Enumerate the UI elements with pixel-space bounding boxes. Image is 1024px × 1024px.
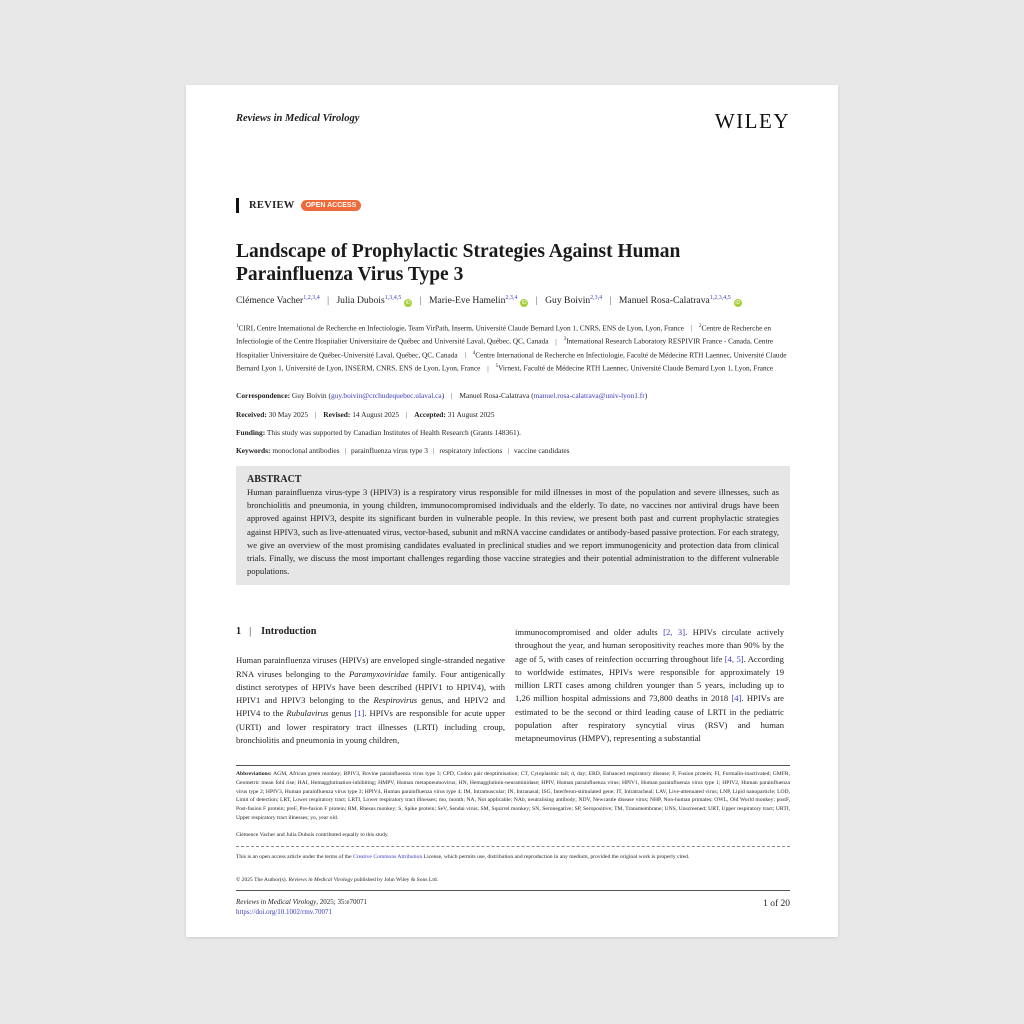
author-separator: | — [327, 295, 330, 307]
document-page — [186, 85, 838, 937]
footer-divider — [236, 890, 790, 891]
article-dates: Received: 30 May 2025 | Revised: 14 August 2025 | Accepted: 31 August 2025 — [236, 410, 495, 419]
keyword: vaccine candidates — [513, 446, 570, 455]
orcid-icon[interactable]: iD — [735, 300, 741, 307]
body-paragraph: immunocompromised and older adults [2, 3]. HPIVs circulate actively throughout the year, and human seropositivity reaches more than 90% by the age of 5, with cases of reinfection occurring throughout life [4, 5]. According to worldwide estimates, HPIVs were responsible for approximately 19 million LRTI cases among children younger than 5 years, including up to 1,26 million hospital admissions and 73,800 deaths in 2018 [4]. HPIVs are estimated to be the second or third leading cause of LRTI in the pediatric population after respiratory syncytial virus (RSV) and human metapneumovirus (HMPV), representing a substantial — [515, 627, 784, 744]
dotted-divider — [236, 846, 790, 847]
author[interactable]: Marie-Eve Hamelin$^{2,3,4}$iD — [428, 295, 527, 307]
body-paragraph: Human parainfluenza viruses (HPIVs) are enveloped single-stranded negative RNA viruses belonging to the Paramyxoviridae family. Four antigenically distinct serotypes of HPIVs have been described (HPIV1 to HPIV4), with HPIV1 and HPIV3 belonging to the Respirovirus genus, and HPIV2 and HPIV4 to the Rubulavirus genus [1]. HPIVs are responsible for acute upper (URTI) and lower respiratory tract illnesses (LRTI) including croup, bronchiolitis and pneumonia in young children, — [236, 655, 505, 746]
article-type-label: REVIEW — [249, 200, 295, 211]
title-line-2: Parainfluenza Virus Type 3 — [236, 264, 464, 285]
body-column-right — [515, 626, 784, 746]
journal-name: Reviews in Medical Virology — [236, 113, 360, 124]
citation-link[interactable]: [4] — [731, 693, 742, 704]
open-access-badge: OPEN ACCESS — [301, 200, 362, 211]
license-note: This is an open access article under the terms of the Creative Commons Attribution License, which permits use, distribution and reproduction in any medium, provided the original work is properly cited. — [236, 854, 690, 860]
footnote-divider — [236, 765, 790, 766]
abstract — [236, 466, 790, 585]
author-separator: | — [535, 295, 538, 307]
funding: Funding: This study was supported by Canadian Institutes of Health Research (Grants 148361). — [236, 428, 521, 437]
citation-link[interactable]: [1] — [354, 708, 365, 719]
title-line-1: Landscape of Prophylactic Strategies Against Human — [236, 241, 681, 262]
author-separator: | — [419, 295, 422, 307]
affiliations: $^1$CIRI, Centre International de Recherche en Infectiologie, Team VirPath, Inserm, Université Claude Bernard Lyon 1, CNRS, ENS de Lyon, Lyon, France | $^2$Centre de Recherche en Infectiologie of the Centre Hospitalier Universitaire de Québec and Université Laval, Québec, QC, Canada | $^3$International Research Laboratory RESPIVIR France - Canada, Centre Hospitalier Universitaire de Québec-Université Laval, Québec, QC, Canada | $^4$Centre International de Recherche en Infectiologie, Faculté de Médecine RTH Laennec, Université Claude Bernard Lyon 1, Université de Lyon, INSERM, CNRS, ENS de Lyon, Lyon, France | $^5$Virnext, Faculté de Médecine RTH Laennec, Université Claude Bernard Lyon 1, Lyon, France — [236, 323, 787, 373]
article-type-bar — [236, 198, 239, 213]
equal-contribution-note: Clémence Vacher and Julia Dubois contributed equally to this study. — [236, 832, 389, 838]
keyword: monoclonal antibodies — [272, 446, 340, 455]
citation-link[interactable]: [2, 3] — [663, 627, 686, 637]
citation-link[interactable]: [4, 5] — [724, 653, 744, 664]
abstract-heading: ABSTRACT — [247, 474, 302, 485]
keyword: parainfluenza virus type 3 — [350, 446, 428, 455]
copyright-note: © 2025 The Author(s). Reviews in Medical Virology published by John Wiley & Sons Ltd. — [236, 877, 439, 883]
citation-footer: Reviews in Medical Virology, 2025; 35:e70071 https://doi.org/10.1002/rmv.70071 — [236, 898, 368, 916]
author[interactable]: Guy Boivin$^{2,3,4}$ — [545, 295, 603, 307]
email-link[interactable]: guy.boivin@crchudequebec.ulaval.ca — [330, 391, 442, 400]
correspondence: Correspondence: Guy Boivin (guy.boivin@crchudequebec.ulaval.ca) | Manuel Rosa-Calatrava (manuel.rosa-calatrava@univ-lyon1.fr) — [236, 391, 648, 400]
author[interactable]: Clémence Vacher$^{1,2,3,4}$ — [236, 295, 320, 307]
abstract-text: Human parainfluenza virus-type 3 (HPIV3) is a respiratory virus responsible for mild illnesses in most of the population and severe illnesses, such as bronchiolitis and pneumonia, in young children, immunocompromised individuals and the elderly. To date, no vaccines nor antiviral drugs have been approved against HPIV3, despite its significant burden in vulnerable people. In this review, we present both past and current prophylactic strategies against HPIV3, such as live-attenuated virus, vector-based, subunit and mRNA vaccine candidates or antibody-based passive protection. For each strategy, we give an overview of the most promising candidates evaluated in preclinical studies and we report immunogenicity and protection data from clinical trials. Finally, we discuss the most important challenges regarding those vaccine strategies and their potential administration to the different vulnerable populations. — [247, 487, 779, 577]
author-separator: | — [609, 295, 612, 307]
keywords: Keywords: monoclonal antibodies | parainfluenza virus type 3 | respiratory infections | vaccine candidates — [236, 446, 570, 455]
section-heading: 1 | Introduction — [236, 626, 317, 637]
author-list — [236, 295, 790, 307]
abbreviations: Abbreviations: AGM, African green monkey; BPIV3, Bovine parainfluenza virus type 3; CPD, Codon pair deoptimisation; CT, Cytoplasmic tail; d, day; ERD, Enhanced respiratory disease; F, Fusion protein; FI, Formalin-inactivated; GMFR, Geometric mean fold rise; HAI, Hemagglutination-inhibiting; HMPV, Human metapneumovirus; HN, Hemagglutinin-neuraminidase; HPIV, Human parainfluenza virus; HPIV1, Human parainfluenza virus type 1; HPIV2, Human parainfluenza virus type 2; HPIV3, Human parainfluenza virus type 3; HPIV4, Human parainfluenza virus type 4; IM, Intramuscular; IN, Intranasal; ISG, Interferon-stimulated gene; IT, Intratracheal; LAV, Live-attenuated virus; LNP, Lipid nanoparticle; LOD, Limit of detection; LRT, Lower respiratory tract; LRTI, Lower respiratory tract illnesses; mo, month; NA, Not applicable; NAb, neutralising antibody; NDV, Newcastle disease virus; NHP, Non-human primates; OWL, Old World monkey; postF, Post-fusion F protein; preF, Pre-fusion F protein; RM, Rhesus monkey; S, Spike protein; SeV, Sendai virus; SM, Squirrel monkey; SN, Seronegative; SP, Seropositive; TM, Transmembrane; UNS, Unscreened; URT, Upper respiratory tract; URTI, Upper respiratory tract illnesses; yo, year old. — [236, 771, 790, 821]
license-link[interactable]: Creative Commons Attribution — [352, 854, 423, 860]
article-type-row — [236, 198, 361, 213]
orcid-icon[interactable]: iD — [405, 300, 411, 307]
publisher-logo: WILEY — [714, 109, 790, 133]
email-link[interactable]: manuel.rosa-calatrava@univ-lyon1.fr — [533, 391, 645, 400]
body-column-left — [236, 625, 505, 747]
orcid-icon[interactable]: iD — [522, 300, 527, 307]
article-title — [236, 240, 790, 286]
author[interactable]: Manuel Rosa-Calatrava$^{1,2,3,4,5}$iD — [618, 295, 741, 307]
keyword: respiratory infections — [439, 446, 503, 455]
page-indicator: 1 of 20 — [763, 899, 790, 909]
author[interactable]: Julia Dubois$^{1,3,4,5}$iD — [336, 295, 411, 307]
doi-link[interactable]: https://doi.org/10.1002/rmv.70071 — [236, 908, 333, 916]
